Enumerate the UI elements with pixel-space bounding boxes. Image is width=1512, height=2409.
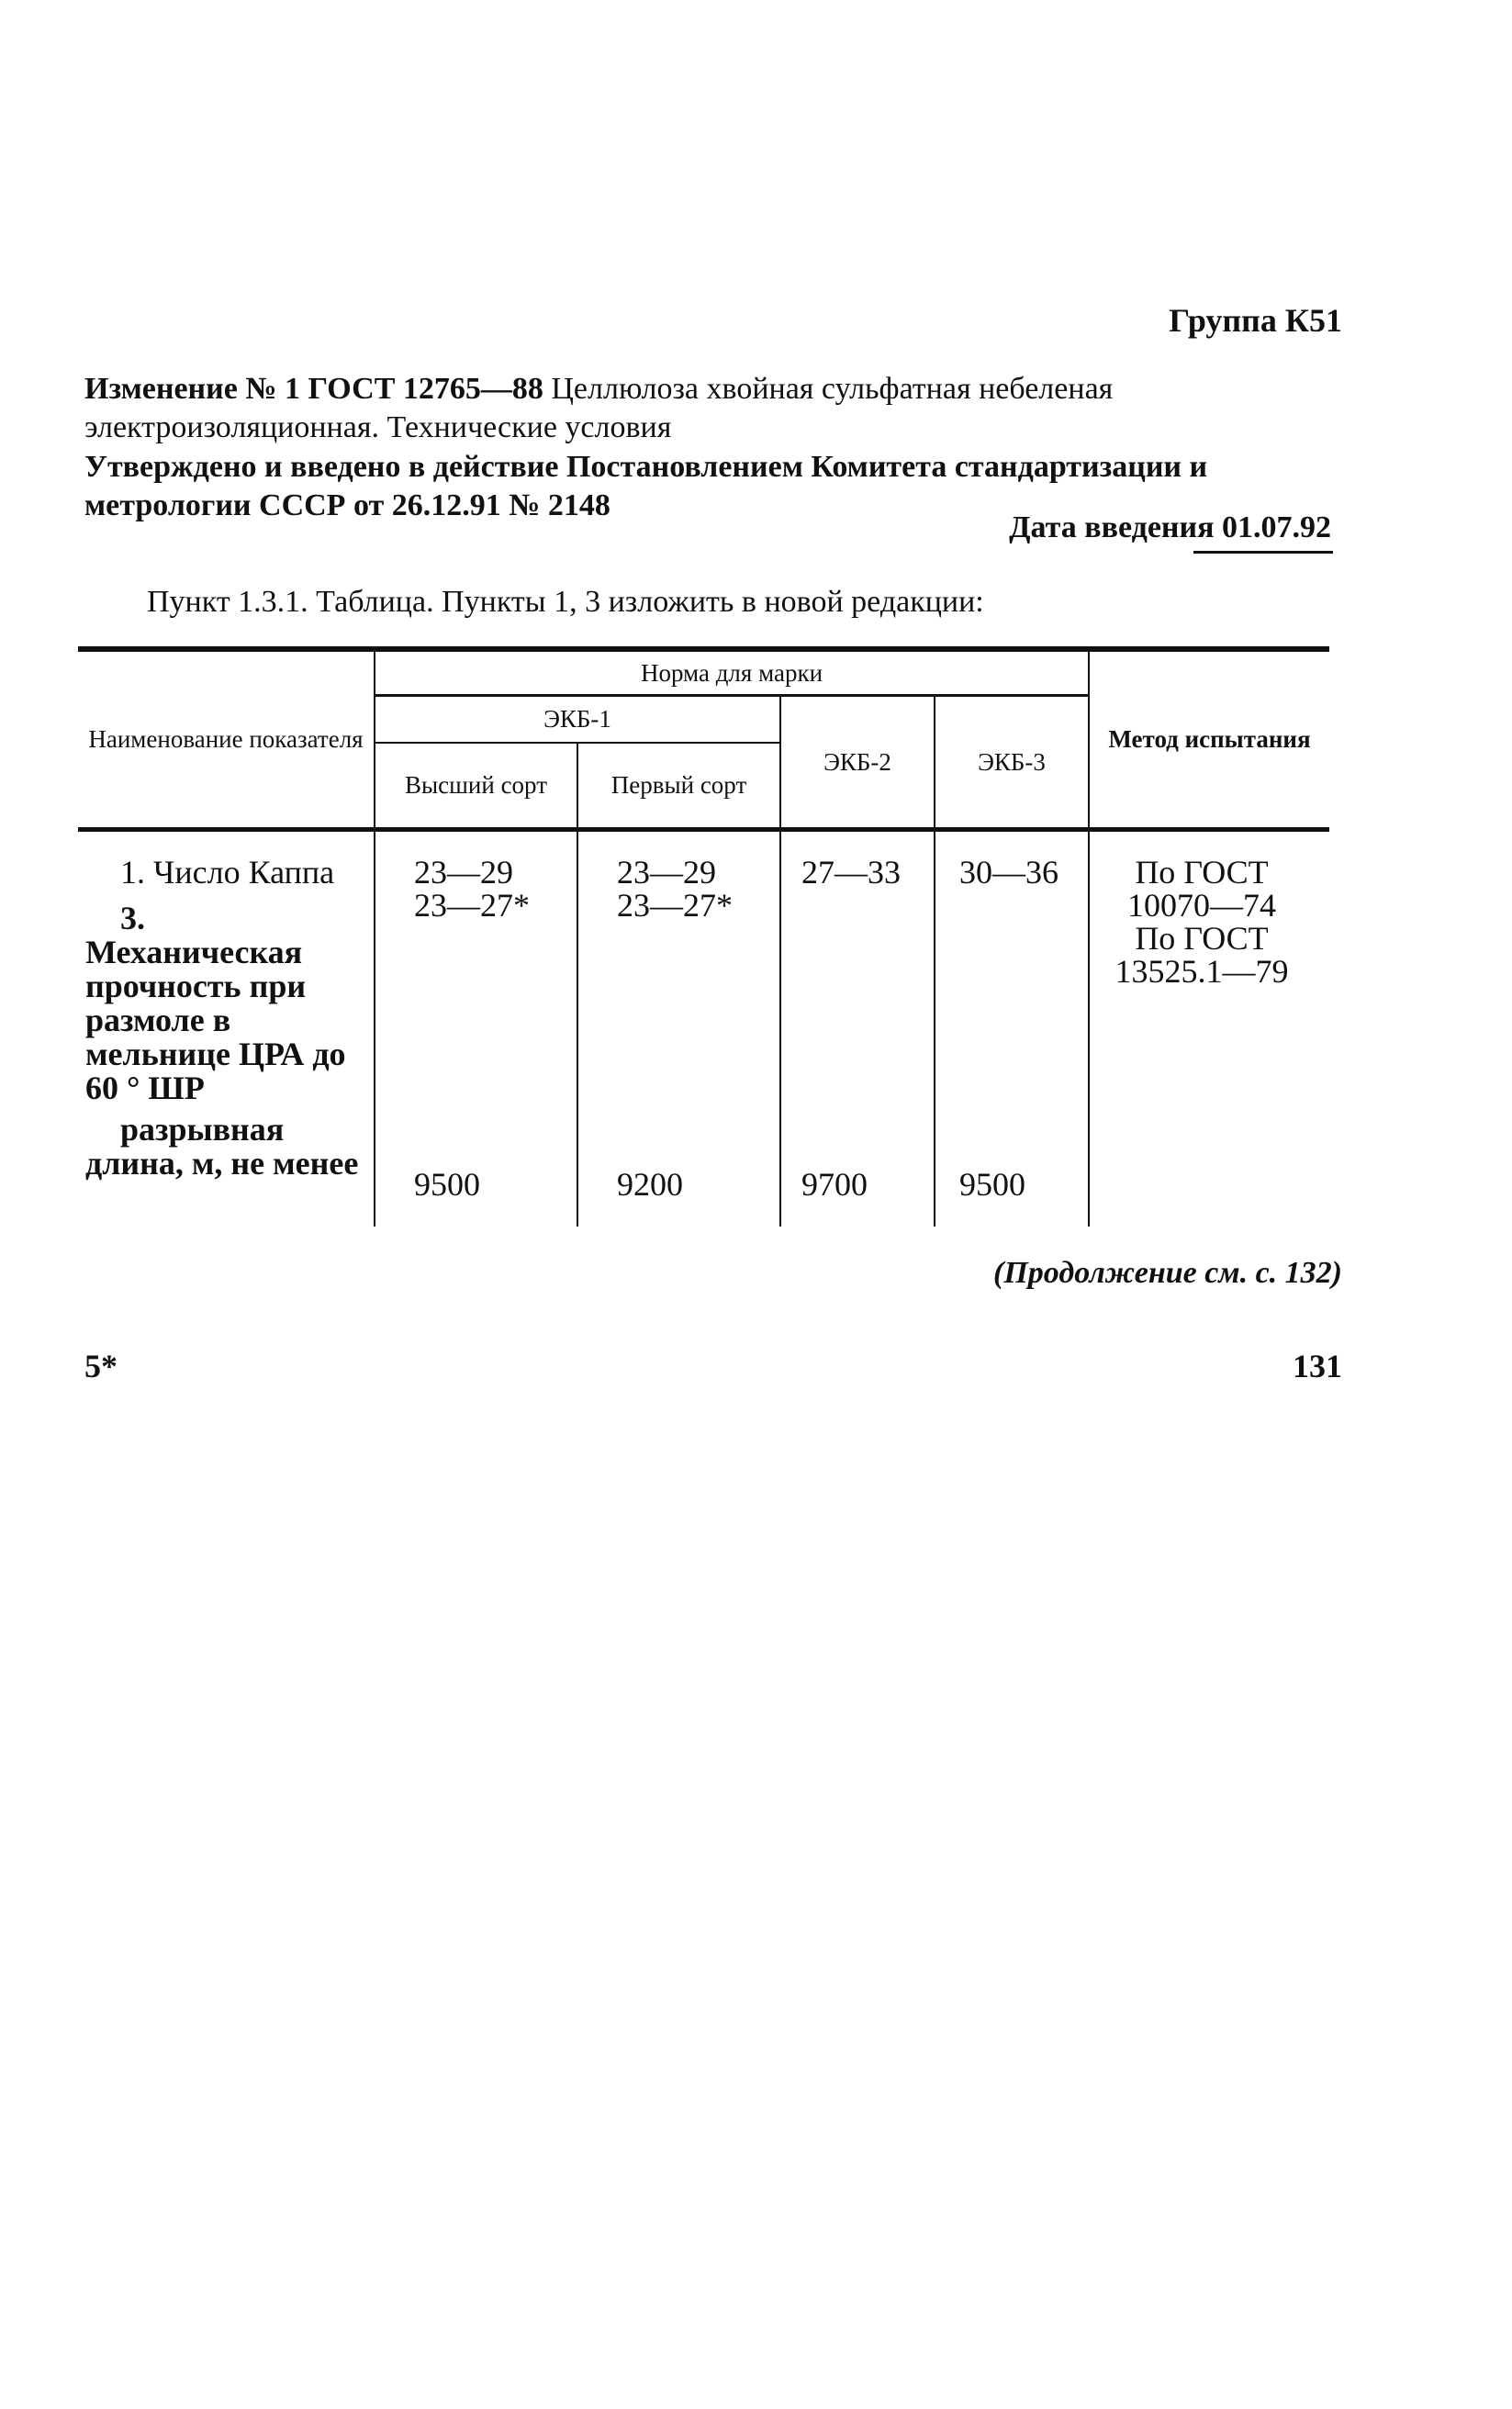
cell-ekb3-length: 9500: [959, 1165, 1025, 1203]
sheet-mark: 5*: [84, 1348, 118, 1384]
effective-date-label: Дата введения: [1009, 510, 1215, 544]
header-ekb1: ЭКБ-1: [375, 695, 780, 743]
effective-date: [1009, 510, 1331, 545]
approval-line1: Утверждено и введено в действие Постановлением Комитета стандартизации и: [84, 450, 1208, 484]
cell-ekb1-top-kappa: 23—29 23—27*: [414, 853, 530, 924]
cell-method-kappa: По ГОСТ 10070—74: [1127, 853, 1276, 924]
page-number: 131: [1293, 1348, 1342, 1384]
header-ekb2: ЭКБ-2: [780, 695, 935, 829]
header-indicator-name: Наименование показателя: [78, 649, 375, 829]
header-method: Метод испытания: [1089, 649, 1329, 829]
table-row: [78, 829, 1329, 1227]
effective-date-value: 01.07.92: [1222, 510, 1331, 544]
cell-ekb2-length: 9700: [801, 1165, 868, 1203]
header-norm: Норма для марки: [375, 649, 1089, 695]
group-code: Группа К51: [1169, 302, 1342, 339]
cell-ekb3-kappa: 30—36: [959, 853, 1058, 891]
amendment-title-line2: электроизоляционная. Технические условия: [84, 410, 672, 444]
row-name-kappa: 1. Число Каппа: [120, 853, 335, 891]
header-ekb1-grade2: Первый сорт: [577, 743, 780, 829]
amendment-title: [84, 370, 1342, 447]
header-ekb3: ЭКБ-3: [935, 695, 1089, 829]
amendment-title-bold: Изменение № 1 ГОСТ 12765—88: [84, 372, 543, 406]
cell-ekb1-first-kappa: 23—29 23—27*: [617, 853, 733, 924]
approval-line2: метрологии СССР от 26.12.91 № 2148: [84, 488, 610, 522]
row-name-length: разрывная длина, м, не менее: [85, 1110, 359, 1182]
continuation-note: (Продолжение см. с. 132): [993, 1256, 1342, 1290]
amendment-title-rest: Целлюлоза хвойная сульфатная небеленая: [543, 372, 1114, 406]
cell-ekb1-top-length: 9500: [414, 1165, 480, 1203]
spec-table: [78, 646, 1329, 1227]
cell-method-mech: По ГОСТ 13525.1—79: [1114, 919, 1289, 990]
cell-ekb2-kappa: 27—33: [801, 853, 901, 891]
cell-ekb1-first-length: 9200: [617, 1165, 683, 1203]
intro-text: Пункт 1.3.1. Таблица. Пункты 1, 3 изложить в новой редакции:: [147, 585, 984, 619]
row-name-mech: 3. Механическая прочность при размоле в мельнице ЦРА до 60 ° ШР: [85, 899, 346, 1106]
header-ekb1-grade1: Высший сорт: [375, 743, 577, 829]
date-underline: [1193, 551, 1333, 554]
